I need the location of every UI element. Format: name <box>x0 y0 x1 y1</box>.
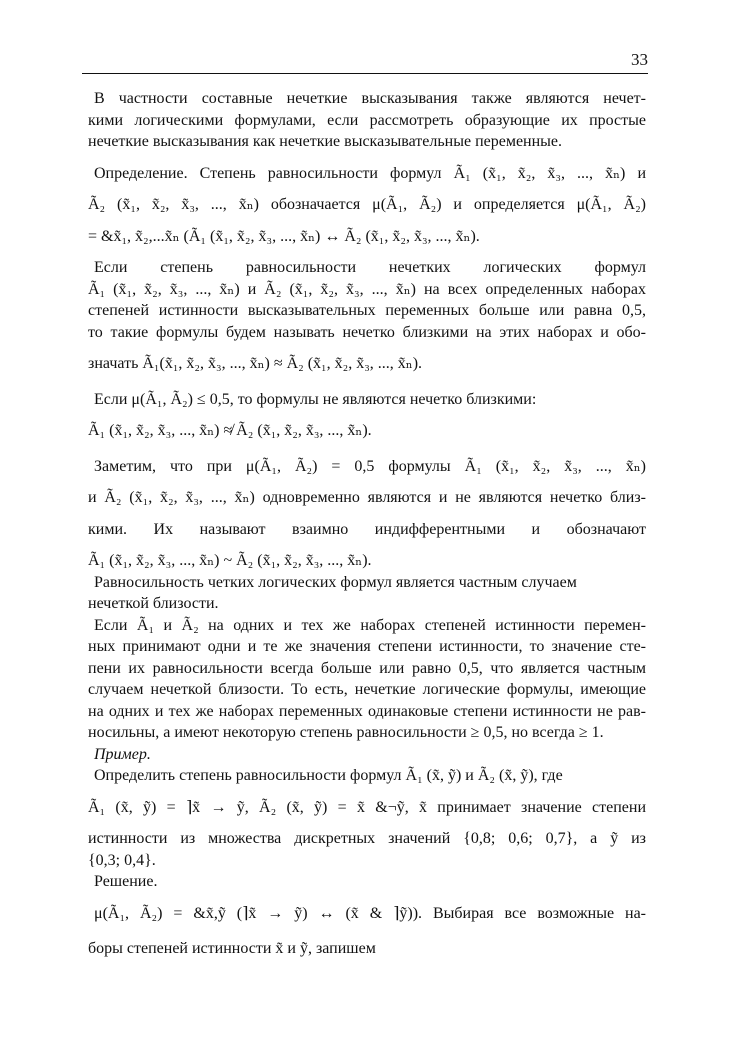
text-line: кими. Их называют взаимно индифферентными и обозначают <box>88 520 646 538</box>
formula-line: Ã₁ (x̃₁, x̃₂, x̃₃, ..., x̃ₙ) ≉ Ã₂ (x̃₁, x̃₂, x̃₃, ..., x̃ₙ). <box>88 422 372 439</box>
formula-line: Заметим, что при μ(Ã₁, Ã₂) = 0,5 формулы Ã₁ (x̃₁, x̃₂, x̃₃, ..., x̃ₙ) <box>94 457 646 475</box>
text-line: нечеткой близости. <box>88 595 219 612</box>
example-heading: Пример. <box>94 745 151 763</box>
text-line: Определить степень равносильности формул Ã₁ (x̃, ỹ) и Ã₂ (x̃, ỹ), где <box>94 767 563 784</box>
text-line: случаем нечеткой близости. То есть, нечеткие логические формулы, имеющие <box>88 681 646 698</box>
text-line: кими логическими формулами, если рассмотреть образующие их простые <box>88 111 646 129</box>
text-line: В частности составные нечеткие высказывания также являются нечет- <box>94 90 646 107</box>
text-line: то такие формулы будем называть нечетко близкими на этих наборах и обо- <box>88 323 646 341</box>
text-line: пени их равносильности всегда больше или равно 0,5, что является частным <box>88 659 646 677</box>
text-line: {0,3; 0,4}. <box>88 851 156 869</box>
text-line: Равносильность четких логических формул является частным случаем <box>94 573 577 591</box>
page-body <box>88 88 646 960</box>
text-line: Если μ(Ã₁, Ã₂) ≤ 0,5, то формулы не являются нечетко близкими: <box>94 390 537 408</box>
text-line: степеней истинности высказывательных переменных больше или равна 0,5, <box>88 302 646 319</box>
text-line: на одних и тех же наборах переменных одинаковые степени истинности не рав- <box>88 702 646 720</box>
text-line: Если степень равносильности нечетких логических формул <box>94 259 646 276</box>
formula-line: Ã₁ (x̃, ỹ) = ⌉x̃ → ỹ, Ã₂ (x̃, ỹ) = x̃ &¬ỹ, x̃ принимает значение степени <box>88 798 646 816</box>
solution-heading: Решение. <box>94 873 158 890</box>
formula-line: значать Ã₁(x̃₁, x̃₂, x̃₃, ..., x̃ₙ) ≈ Ã₂ (x̃₁, x̃₂, x̃₃, ..., x̃ₙ). <box>88 355 423 372</box>
text-line: боры степеней истинности x̃ и ỹ, запишем <box>88 940 376 957</box>
formula-line: и Ã₂ (x̃₁, x̃₂, x̃₃, ..., x̃ₙ) одновременно являются и не являются нечетко близ- <box>88 489 646 506</box>
formula-line: Ã₁ (x̃₁, x̃₂, x̃₃, ..., x̃ₙ) ~ Ã₂ (x̃₁, x̃₂, x̃₃, ..., x̃ₙ). <box>88 552 372 569</box>
formula-line: Ã₂ (x̃₁, x̃₂, x̃₃, ..., x̃ₙ) обозначается μ(Ã₁, Ã₂) и определяется μ(Ã₁, Ã₂) <box>88 196 646 213</box>
text-line: Если Ã₁ и Ã₂ на одних и тех же наборах степеней истинности перемен- <box>94 616 646 634</box>
text-line: истинности из множества дискретных значений {0,8; 0,6; 0,7}, а ỹ из <box>88 830 646 847</box>
page-number: 33 <box>631 50 648 69</box>
text-line: нечеткие высказывания как нечеткие высказывательные переменные. <box>88 133 563 150</box>
definition-line: Определение. Степень равносильности формул Ã₁ (x̃₁, x̃₂, x̃₃, ..., x̃ₙ) и <box>94 164 646 182</box>
text-line: носильны, а имеют некоторую степень равносильности ≥ 0,5, но всегда ≥ 1. <box>88 724 604 741</box>
header-rule <box>82 73 648 74</box>
text-line: ных принимают одни и те же значения степени истинности, то значение сте- <box>88 638 646 655</box>
formula-line: Ã₁ (x̃₁, x̃₂, x̃₃, ..., x̃ₙ) и Ã₂ (x̃₁, x̃₂, x̃₃, ..., x̃ₙ) на всех определенных наборах <box>88 280 646 298</box>
formula-line: μ(Ã₁, Ã₂) = &x̃,ỹ (⌉x̃ → ỹ) ↔ (x̃ & ⌉ỹ)). Выбирая все возможные на- <box>94 904 646 922</box>
formula-line: = &x̃₁, x̃₂,...x̃ₙ (Ã₁ (x̃₁, x̃₂, x̃₃, ..., x̃ₙ) ↔ Ã₂ (x̃₁, x̃₂, x̃₃, ..., x̃ₙ). <box>88 227 480 245</box>
